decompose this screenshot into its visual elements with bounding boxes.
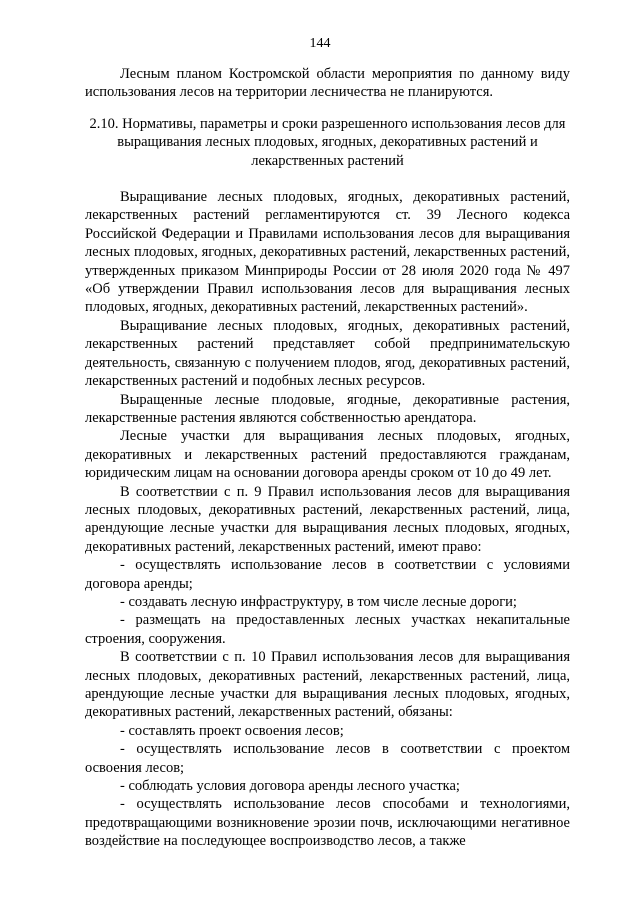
paragraph-lease-term: Лесные участки для выращивания лесных плодовых, ягодных, декоративных и лекарственных растений предоставляются гражданам, юридическим лицам на основании договора аренды сроком от 10 до 49 лет. <box>85 428 570 482</box>
section-heading: 2.10. Нормативы, параметры и сроки разрешенного использования лесов для выращивания лесных плодовых, ягодных, декоративных растений и лекарственных растений <box>89 115 566 169</box>
paragraph-rights-intro: В соответствии с п. 9 Правил использования лесов для выращивания лесных плодовых, декоративных растений, лекарственных растений, лица, арендующие лесные участки для выращивания лесных плодовых, ягодных, декоративных растений, лекарственных растений, имеют право: <box>85 483 570 555</box>
list-item-right-2: - создавать лесную инфраструктуру, в том числе лесные дороги; <box>120 593 517 610</box>
paragraph-ownership: Выращенные лесные плодовые, ягодные, декоративные растения, лекарственные растения являются собственностью арендатора. <box>85 391 570 426</box>
list-item-duty-2: - осуществлять использование лесов в соответствии с проектом освоения лесов; <box>85 741 570 776</box>
list-item-duty-4: - осуществлять использование лесов способами и технологиями, предотвращающими возникновение эрозии почв, исключающими негативное воздействие на последующее воспроизводство лесов, а также <box>85 796 570 850</box>
list-item-duty-1: - составлять проект освоения лесов; <box>120 722 344 739</box>
intro-paragraph: Лесным планом Костромской области мероприятия по данному виду использования лесов на территории лесничества не планируются. <box>85 66 570 101</box>
page-number: 144 <box>309 36 331 51</box>
document-body <box>85 65 570 851</box>
paragraph-business-activity: Выращивание лесных плодовых, ягодных, декоративных растений, лекарственных растений представляет собой предпринимательскую деятельность, связанную с получением плодов, ягод, декоративных растений, лекарственных растений и подобных лесных ресурсов. <box>85 317 570 390</box>
list-item-duty-3: - соблюдать условия договора аренды лесного участка; <box>120 778 460 795</box>
paragraph-duties-intro: В соответствии с п. 10 Правил использования лесов для выращивания лесных плодовых, декоративных растений, лекарственных растений, лица, арендующие лесные участки для выращивания лесных плодовых, ягодных, декоративных растений, лекарственных растений, обязаны: <box>85 649 570 721</box>
paragraph-article-39: Выращивание лесных плодовых, ягодных, декоративных растений, лекарственных растений регламентируются ст. 39 Лесного кодекса Российской Федерации и Правилами использования лесов для выращивания лесных плодовых, ягодных, декоративных растений, лекарственных растений, утвержденных приказом Минприроды России от 28 июля 2020 года № 497 «Об утверждении Правил использования лесов для выращивания лесных плодовых, ягодных, декоративных растений, лекарственных растений». <box>85 189 570 316</box>
list-item-right-1: - осуществлять использование лесов в соответствии с условиями договора аренды; <box>85 557 570 592</box>
list-item-right-3: - размещать на предоставленных лесных участках некапитальные строения, сооружения. <box>85 612 570 647</box>
